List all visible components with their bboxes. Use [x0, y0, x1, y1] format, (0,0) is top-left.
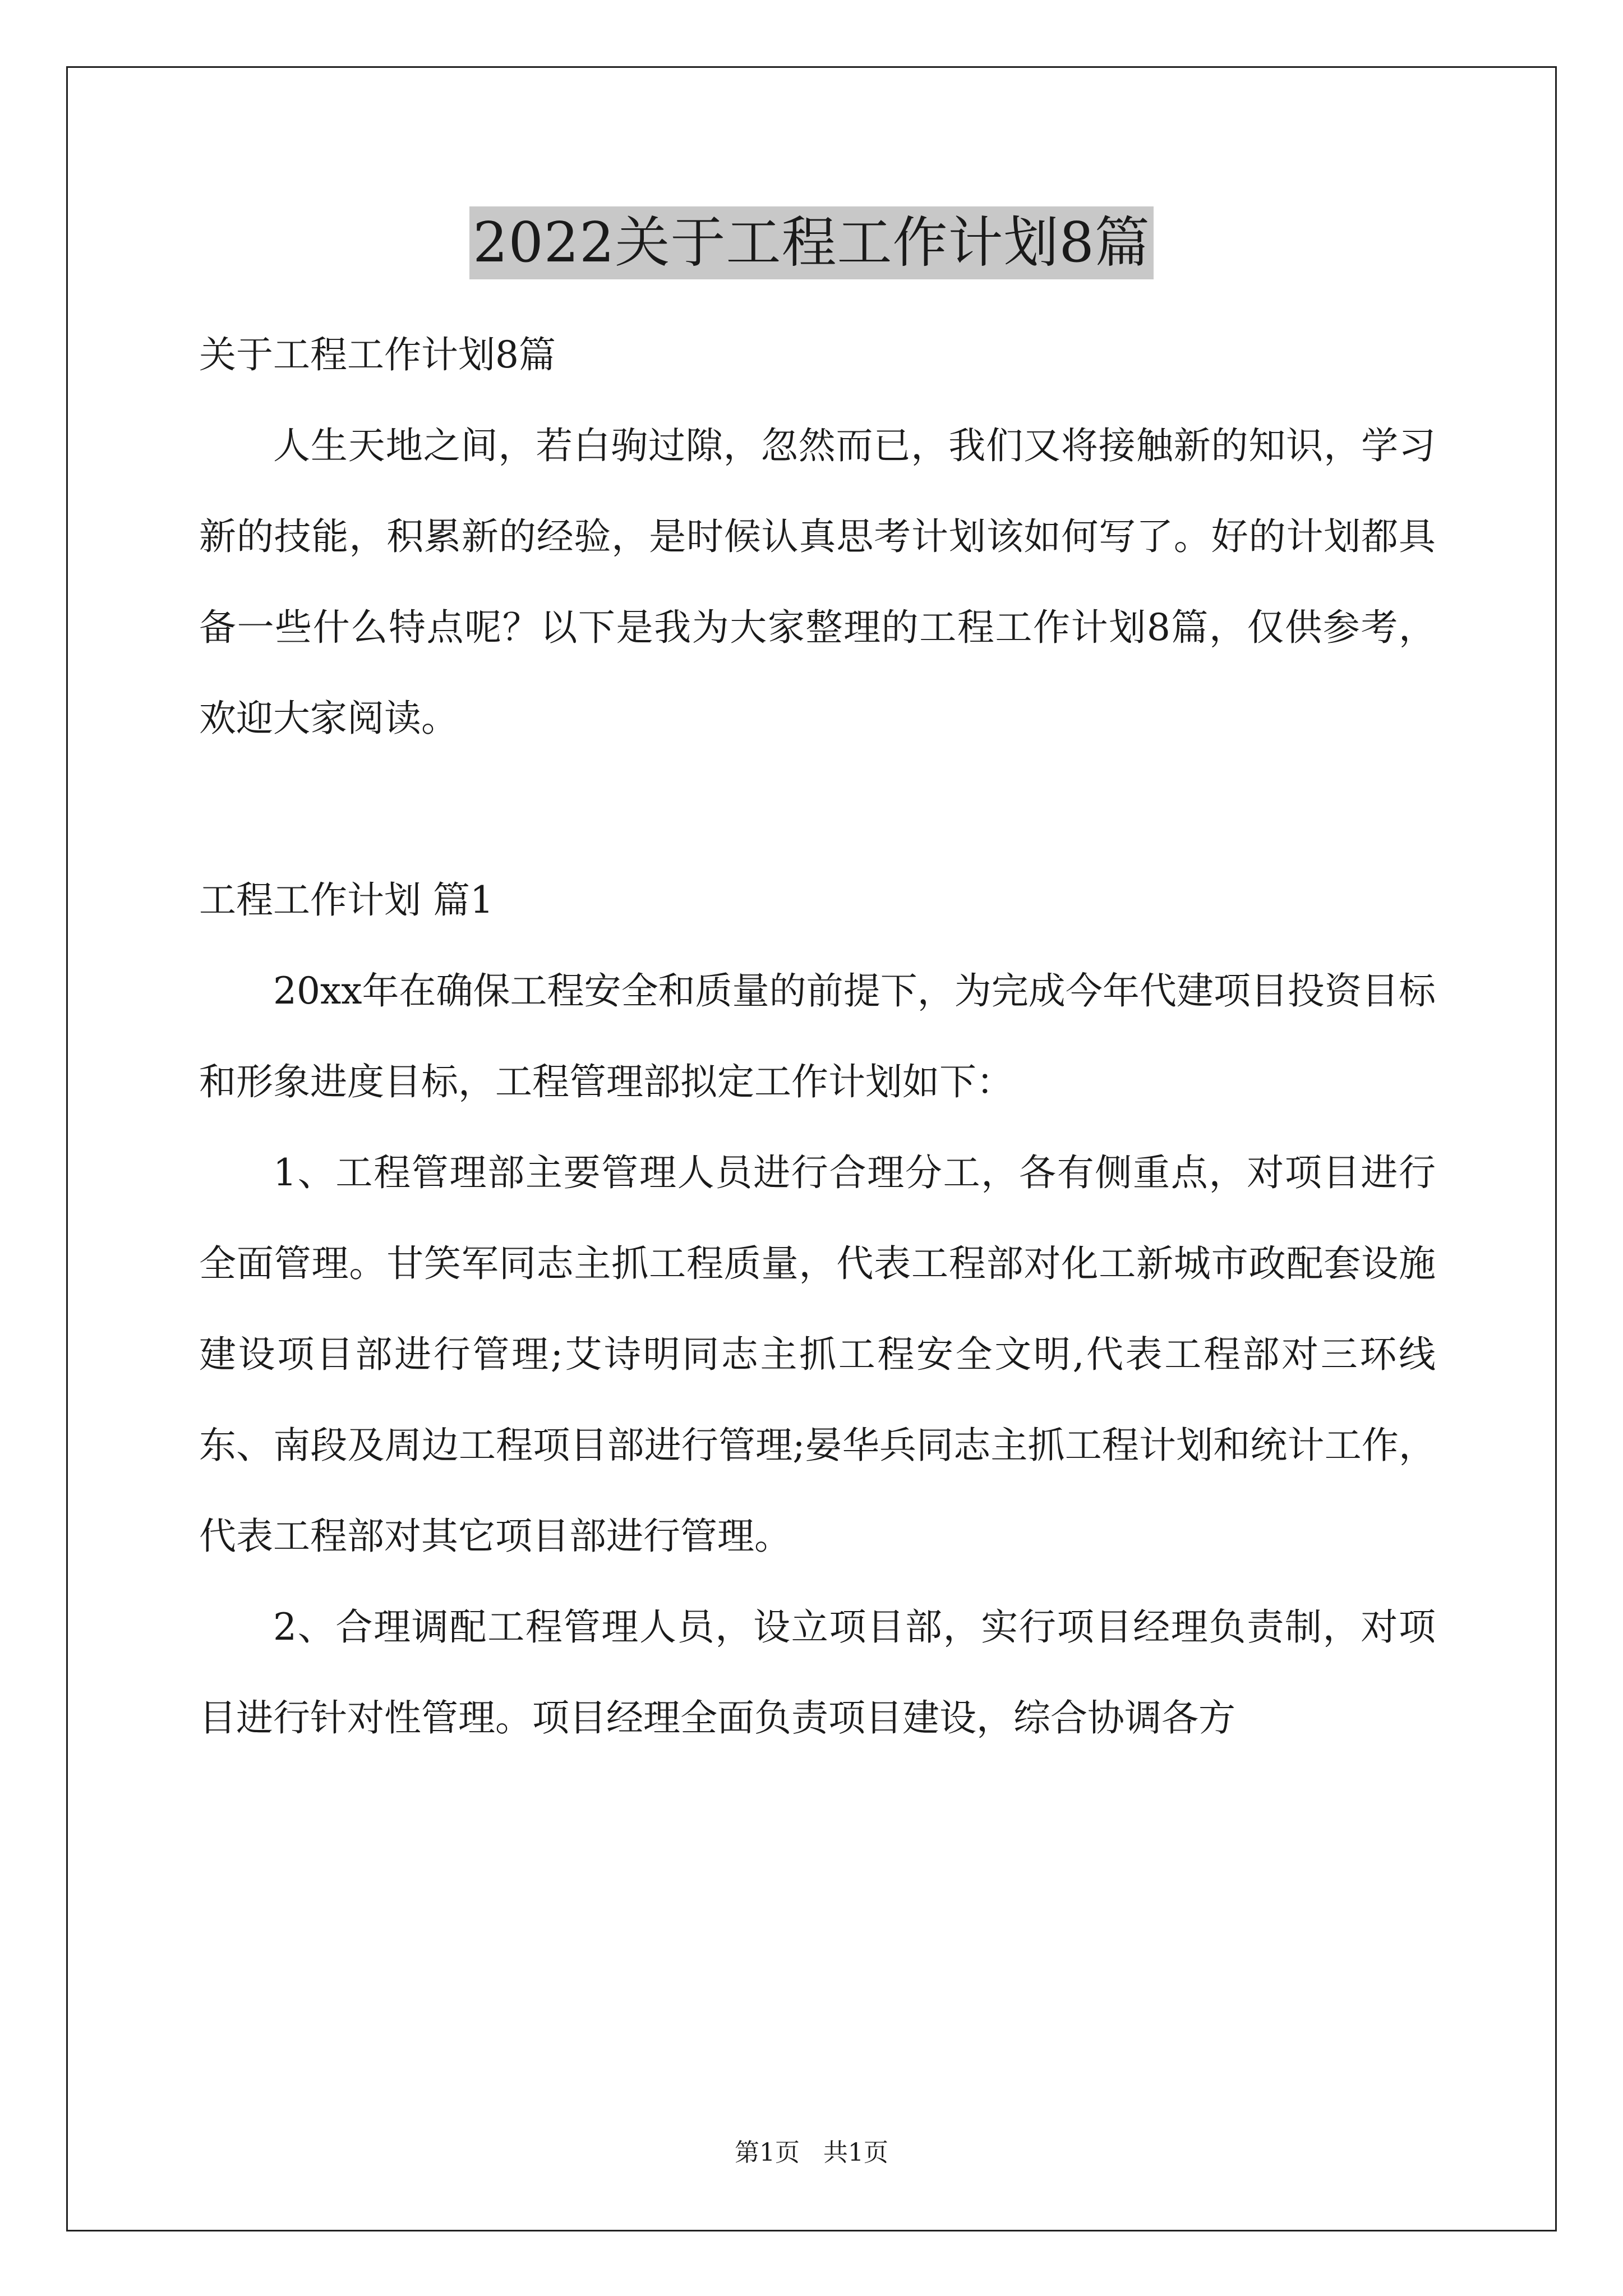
document-subtitle: 关于工程工作计划8篇	[199, 333, 556, 376]
page-footer: 第1页 共1页	[735, 2138, 888, 2167]
section-heading: 工程工作计划 篇1	[199, 878, 494, 922]
section-spacer	[199, 764, 1436, 855]
document-body	[199, 310, 1436, 1764]
body-paragraph: 20xx年在确保工程安全和质量的前提下，为完成今年代建项目投资目标和形象进度目标，工程管理部拟定工作计划如下：	[199, 969, 1436, 1103]
body-paragraph: 2、合理调配工程管理人员，设立项目部，实行项目经理负责制，对项目进行针对性管理。项目经理全面负责项目建设，综合协调各方	[199, 1605, 1436, 1740]
body-paragraph: 1、工程管理部主要管理人员进行合理分工，各有侧重点，对项目进行全面管理。甘笑军同志主抓工程质量，代表工程部对化工新城市政配套设施建设项目部进行管理;艾诗明同志主抓工程安全文明,代表工程部对三环线东、南段及周边工程项目部进行管理;晏华兵同志主抓工程计划和统计工作，代表工程部对其它项目部进行管理。	[199, 1151, 1436, 1558]
title-container	[0, 206, 1623, 279]
intro-paragraph: 人生天地之间，若白驹过隙，忽然而已，我们又将接触新的知识，学习新的技能，积累新的经验，是时候认真思考计划该如何写了。好的计划都具备一些什么特点呢？以下是我为大家整理的工程工作计划8篇，仅供参考，欢迎大家阅读。	[199, 424, 1436, 740]
document-title: 2022关于工程工作计划8篇	[469, 206, 1154, 279]
